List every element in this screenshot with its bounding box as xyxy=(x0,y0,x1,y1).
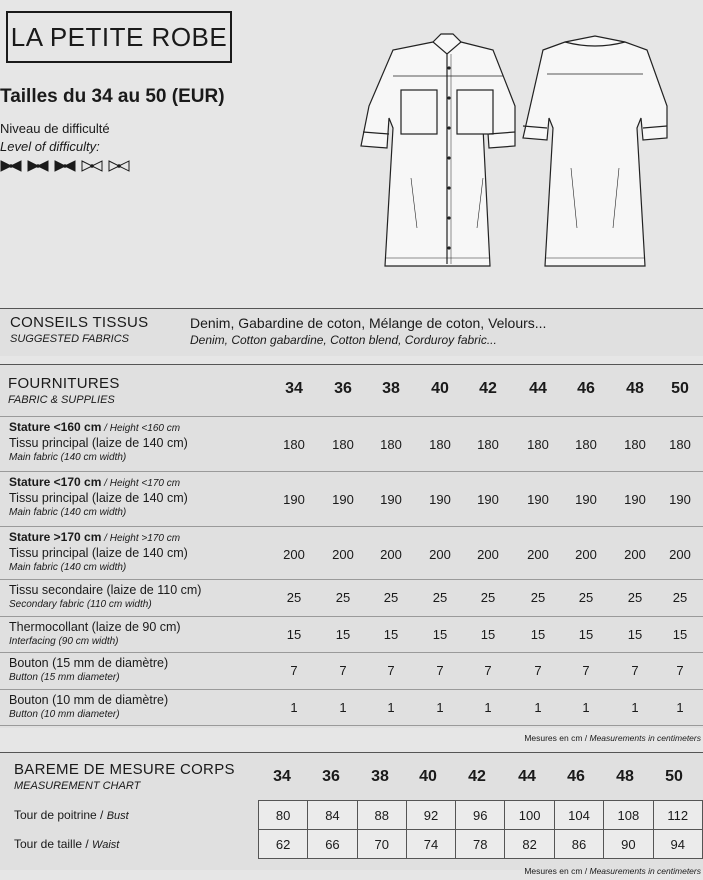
supplies-row-divider xyxy=(0,526,703,527)
supply-value-46: 200 xyxy=(575,547,597,562)
measurement-size-38: 38 xyxy=(371,768,389,785)
supply-value-38: 15 xyxy=(383,627,399,642)
measurement-size-34: 34 xyxy=(273,768,291,785)
supplies-row-label xyxy=(9,420,188,464)
supply-value-48: 25 xyxy=(627,590,643,605)
supplies-row-divider xyxy=(0,652,703,653)
supplies-size-36: 36 xyxy=(334,380,352,397)
supply-value-42: 25 xyxy=(480,590,496,605)
supply-value-40: 200 xyxy=(429,547,451,562)
supply-value-48: 180 xyxy=(624,437,646,452)
difficulty-label xyxy=(0,120,110,156)
supply-value-34: 7 xyxy=(290,663,298,678)
fabrics-title-fr: CONSEILS TISSUS xyxy=(10,314,149,331)
supply-name-fr: Tissu principal (laize de 140 cm) xyxy=(9,491,188,505)
supply-name-fr: Bouton (10 mm de diamètre) xyxy=(9,693,169,707)
measurement-size-44: 44 xyxy=(518,768,536,785)
measurement-title-fr: BAREME DE MESURE CORPS xyxy=(14,761,235,778)
measurement-cell: 94 xyxy=(653,830,702,859)
supply-value-36: 200 xyxy=(332,547,354,562)
supply-value-34: 200 xyxy=(283,547,305,562)
supply-value-34: 15 xyxy=(286,627,302,642)
supply-value-40: 180 xyxy=(429,437,451,452)
waist-label-en: Waist xyxy=(92,839,120,851)
supply-value-42: 180 xyxy=(477,437,499,452)
measurement-cell: 112 xyxy=(653,801,702,830)
measurement-label-bust xyxy=(14,808,129,822)
measurement-size-46: 46 xyxy=(567,768,585,785)
supply-value-38: 200 xyxy=(380,547,402,562)
difficulty-label-en: Level of difficulty: xyxy=(0,139,100,154)
fabrics-list-fr: Denim, Gabardine de coton, Mélange de coton, Velours... xyxy=(190,315,547,331)
measurement-units-note xyxy=(524,866,701,876)
supply-value-36: 15 xyxy=(335,627,351,642)
supply-name-en: Main fabric (140 cm width) xyxy=(9,562,127,573)
supply-value-40: 1 xyxy=(436,700,444,715)
measurement-size-48: 48 xyxy=(616,768,634,785)
measurement-cell: 84 xyxy=(308,801,357,830)
supply-value-48: 15 xyxy=(627,627,643,642)
supply-value-44: 1 xyxy=(534,700,542,715)
measurement-cell: 92 xyxy=(406,801,455,830)
supplies-title-fr: FOURNITURES xyxy=(8,375,120,392)
supplies-row-divider xyxy=(0,416,703,417)
supply-value-40: 7 xyxy=(436,663,444,678)
bust-label-fr: Tour de poitrine / xyxy=(14,808,107,822)
measurement-cell: 82 xyxy=(505,830,554,859)
supplies-divider xyxy=(0,364,703,365)
supply-name-fr: Tissu principal (laize de 140 cm) xyxy=(9,436,188,450)
supply-value-38: 180 xyxy=(380,437,402,452)
fabrics-divider xyxy=(0,308,703,309)
difficulty-label-fr: Niveau de difficulté xyxy=(0,121,110,136)
measurement-cell: 100 xyxy=(505,801,554,830)
supplies-note-en: Measurements in centimeters xyxy=(589,733,701,743)
supplies-row-label xyxy=(9,620,181,648)
supplies-row-divider xyxy=(0,579,703,580)
supply-value-44: 190 xyxy=(527,492,549,507)
supply-value-46: 190 xyxy=(575,492,597,507)
supply-name-fr: Thermocollant (laize de 90 cm) xyxy=(9,620,181,634)
measurement-cell: 88 xyxy=(357,801,406,830)
supplies-size-40: 40 xyxy=(431,380,449,397)
supply-value-34: 180 xyxy=(283,437,305,452)
pattern-title: LA PETITE ROBE xyxy=(6,11,232,63)
supply-value-36: 180 xyxy=(332,437,354,452)
supply-value-42: 200 xyxy=(477,547,499,562)
measurement-cell: 74 xyxy=(406,830,455,859)
supply-value-38: 7 xyxy=(387,663,395,678)
supplies-units-note xyxy=(524,733,701,743)
measurement-cell: 80 xyxy=(259,801,308,830)
measurement-divider xyxy=(0,752,703,753)
supply-name-fr: Tissu secondaire (laize de 110 cm) xyxy=(9,583,202,597)
supply-value-40: 190 xyxy=(429,492,451,507)
measurement-size-36: 36 xyxy=(322,768,340,785)
supplies-size-50: 50 xyxy=(671,380,689,397)
supply-name-en: Secondary fabric (110 cm width) xyxy=(9,599,152,610)
supply-name-en: Button (10 mm diameter) xyxy=(9,709,120,720)
supplies-size-44: 44 xyxy=(529,380,547,397)
measurement-row xyxy=(259,830,703,859)
supply-value-42: 7 xyxy=(484,663,492,678)
bow-outline-icon xyxy=(81,160,103,172)
fabrics-list-en: Denim, Cotton gabardine, Cotton blend, Corduroy fabric... xyxy=(190,333,497,347)
supplies-size-42: 42 xyxy=(479,380,497,397)
measurement-size-40: 40 xyxy=(419,768,437,785)
measurement-cell: 70 xyxy=(357,830,406,859)
measurement-note-fr: Mesures en cm / xyxy=(524,866,590,876)
supply-value-46: 7 xyxy=(582,663,590,678)
bow-filled-icon xyxy=(0,160,22,172)
measurement-note-en: Measurements in centimeters xyxy=(589,866,701,876)
supplies-row-label xyxy=(9,475,188,519)
supply-value-48: 200 xyxy=(624,547,646,562)
measurement-cell: 86 xyxy=(554,830,603,859)
supplies-row-divider xyxy=(0,689,703,690)
measurement-row xyxy=(259,801,703,830)
supply-value-48: 7 xyxy=(631,663,639,678)
supply-value-34: 190 xyxy=(283,492,305,507)
measurement-cell: 108 xyxy=(604,801,653,830)
supply-name-fr: Tissu principal (laize de 140 cm) xyxy=(9,546,188,560)
supply-value-42: 190 xyxy=(477,492,499,507)
measurement-size-50: 50 xyxy=(665,768,683,785)
dress-back-view xyxy=(523,36,667,266)
supplies-row-label xyxy=(9,656,168,684)
supply-value-34: 25 xyxy=(286,590,302,605)
supply-value-36: 7 xyxy=(339,663,347,678)
measurement-cell: 104 xyxy=(554,801,603,830)
measurement-cell: 78 xyxy=(456,830,505,859)
supply-value-50: 180 xyxy=(669,437,691,452)
measurement-label-waist xyxy=(14,837,119,851)
sizes-range: Tailles du 34 au 50 (EUR) xyxy=(0,86,225,107)
supply-value-50: 1 xyxy=(676,700,684,715)
bust-label-en: Bust xyxy=(106,810,129,822)
supplies-row-label xyxy=(9,583,201,611)
measurement-title-en: MEASUREMENT CHART xyxy=(14,780,141,792)
supplies-row-divider xyxy=(0,471,703,472)
measurement-table xyxy=(258,800,703,859)
stature-label: Stature <160 cm / Height <160 cm xyxy=(9,420,181,434)
supply-value-36: 190 xyxy=(332,492,354,507)
bow-outline-icon xyxy=(108,160,130,172)
supply-name-fr: Bouton (15 mm de diamètre) xyxy=(9,656,169,670)
supply-value-50: 15 xyxy=(672,627,688,642)
supply-value-38: 1 xyxy=(387,700,395,715)
supply-value-50: 25 xyxy=(672,590,688,605)
bow-filled-icon xyxy=(54,160,76,172)
supply-value-46: 1 xyxy=(582,700,590,715)
supply-value-46: 25 xyxy=(578,590,594,605)
supply-value-34: 1 xyxy=(290,700,298,715)
supply-value-42: 15 xyxy=(480,627,496,642)
supply-name-en: Main fabric (140 cm width) xyxy=(9,452,127,463)
measurement-cell: 90 xyxy=(604,830,653,859)
supply-name-en: Button (15 mm diameter) xyxy=(9,672,120,683)
supply-value-50: 7 xyxy=(676,663,684,678)
waist-label-fr: Tour de taille / xyxy=(14,837,93,851)
supply-value-50: 190 xyxy=(669,492,691,507)
supply-value-38: 25 xyxy=(383,590,399,605)
supply-value-46: 15 xyxy=(578,627,594,642)
dress-technical-drawing xyxy=(355,28,675,273)
supply-value-36: 1 xyxy=(339,700,347,715)
supplies-row-label xyxy=(9,693,168,721)
supply-name-en: Interfacing (90 cm width) xyxy=(9,636,119,647)
measurement-cell: 66 xyxy=(308,830,357,859)
supply-value-44: 15 xyxy=(530,627,546,642)
supplies-row-divider xyxy=(0,725,703,726)
supplies-size-48: 48 xyxy=(626,380,644,397)
supply-value-48: 190 xyxy=(624,492,646,507)
supply-value-50: 200 xyxy=(669,547,691,562)
supply-value-44: 200 xyxy=(527,547,549,562)
dress-front-view xyxy=(361,34,515,266)
supplies-row-label xyxy=(9,530,188,574)
supplies-title-en: FABRIC & SUPPLIES xyxy=(8,394,115,406)
supplies-note-fr: Mesures en cm / xyxy=(524,733,590,743)
supply-value-36: 25 xyxy=(335,590,351,605)
supplies-size-46: 46 xyxy=(577,380,595,397)
measurement-cell: 62 xyxy=(259,830,308,859)
fabrics-title-en: SUGGESTED FABRICS xyxy=(10,333,129,345)
supply-value-38: 190 xyxy=(380,492,402,507)
supply-name-en: Main fabric (140 cm width) xyxy=(9,507,127,518)
supply-value-46: 180 xyxy=(575,437,597,452)
supply-value-48: 1 xyxy=(631,700,639,715)
supplies-row-divider xyxy=(0,616,703,617)
supply-value-44: 25 xyxy=(530,590,546,605)
supply-value-40: 25 xyxy=(432,590,448,605)
stature-label: Stature <170 cm / Height <170 cm xyxy=(9,475,181,489)
supply-value-42: 1 xyxy=(484,700,492,715)
supply-value-40: 15 xyxy=(432,627,448,642)
difficulty-rating xyxy=(0,160,130,172)
measurement-size-42: 42 xyxy=(468,768,486,785)
bow-filled-icon xyxy=(27,160,49,172)
supplies-size-38: 38 xyxy=(382,380,400,397)
supply-value-44: 7 xyxy=(534,663,542,678)
supply-value-44: 180 xyxy=(527,437,549,452)
stature-label: Stature >170 cm / Height >170 cm xyxy=(9,530,181,544)
measurement-cell: 96 xyxy=(456,801,505,830)
supplies-size-34: 34 xyxy=(285,380,303,397)
